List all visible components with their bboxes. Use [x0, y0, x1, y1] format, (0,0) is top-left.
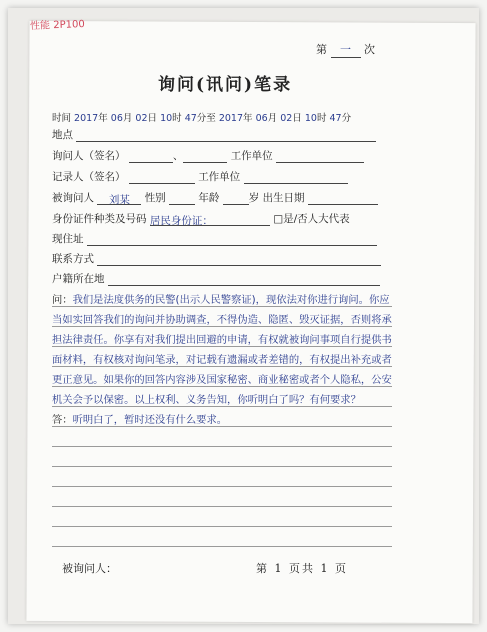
session-suffix: 次 — [364, 43, 375, 56]
start-hour: 10 — [160, 113, 173, 124]
subject-name: 刘某 — [97, 192, 141, 205]
age-unit: 岁 — [248, 192, 260, 204]
id-value: 居民身份证： — [150, 213, 270, 226]
subject-row — [52, 190, 378, 205]
question-text: 我们是法度供务的民警(出示人民警察证)，现依法对你进行询问。你应当如实回答我们的询问并协助调查，不得伪造、隐匿、毁灭证据，否则将承担法律责任。你享有对我们提出回避的申请，有权就被询问事项自行提供书面材料，有权核对询问笔录，对记载有遗漏或者差错的，有权提出补充或者更正意见。如果你的回答内容涉及国家秘密、商业秘密或者个人隐私，公安机关会予以保密。以上权利、义务告知，你听明白了吗？有何要求？ — [52, 294, 392, 406]
end-month: 06 — [255, 113, 268, 124]
recorder-row — [52, 169, 348, 184]
session-prefix: 第 — [316, 43, 327, 56]
npc-label: □是/否人大代表 — [273, 213, 350, 225]
session-number — [316, 41, 375, 58]
work-unit-field — [276, 150, 364, 163]
page-indicator — [256, 560, 348, 576]
qa-body — [52, 290, 392, 430]
time-row — [52, 110, 351, 124]
gender-field — [169, 192, 195, 205]
asker-field-2 — [183, 150, 227, 163]
start-day: 02 — [135, 113, 148, 124]
answer-text: 听明白了，暂时还没有什么要求。 — [72, 414, 228, 426]
contact-field — [97, 253, 381, 266]
ruled-line — [52, 546, 392, 547]
recorder-field — [129, 171, 195, 184]
dob-label: 出生日期 — [262, 192, 305, 204]
corner-handwritten-note: 性能 2P100 — [29, 19, 85, 32]
household-label: 户籍所在地 — [52, 273, 105, 285]
asker-row — [52, 148, 364, 163]
end-year: 2017 — [218, 113, 244, 124]
lbl-hour2: 时 — [316, 113, 327, 124]
place-label: 地点 — [52, 129, 73, 141]
address-row — [52, 231, 377, 246]
place-field — [76, 129, 376, 142]
age-label: 年龄 — [198, 192, 220, 204]
recorder-unit-label: 工作单位 — [198, 171, 241, 183]
question-block — [52, 290, 392, 410]
lbl-min2: 分 — [341, 113, 352, 124]
recorder-label: 记录人（签名） — [52, 171, 126, 183]
asker-label: 询问人（签名） — [52, 150, 126, 162]
document-title: 询问(讯问)笔录 — [158, 75, 293, 95]
age-field — [223, 192, 249, 205]
question-speaker: 问： — [52, 294, 73, 306]
lbl-month1: 月 — [122, 113, 133, 124]
page-prefix: 第 — [256, 562, 269, 575]
address-label: 现住址 — [52, 233, 84, 245]
page-suffix: 页 — [335, 562, 348, 575]
ruled-line — [52, 446, 392, 447]
asker-separator: 、 — [172, 150, 184, 162]
lbl-year1: 年 — [98, 113, 108, 124]
gender-label: 性别 — [144, 192, 166, 204]
asker-field-1 — [129, 150, 173, 163]
household-field — [108, 273, 380, 286]
ruled-line — [52, 466, 392, 467]
lbl-to: 分至 — [196, 113, 216, 124]
time-label: 时间 — [52, 113, 72, 124]
signer-label: 被询问人： — [62, 562, 117, 575]
ruled-line — [52, 486, 392, 487]
lbl-month2: 月 — [267, 113, 278, 124]
start-month: 06 — [110, 113, 123, 124]
id-row — [52, 211, 350, 226]
end-day: 02 — [280, 113, 293, 124]
dob-field — [308, 192, 378, 205]
id-label: 身份证件种类及号码 — [52, 213, 147, 225]
session-value: 一 — [331, 41, 361, 58]
contact-label: 联系方式 — [52, 253, 94, 265]
address-field — [87, 233, 377, 246]
lbl-year2: 年 — [243, 113, 253, 124]
page-total: 1 — [320, 562, 330, 575]
ruled-line — [52, 506, 392, 507]
contact-row — [52, 251, 381, 266]
place-row — [52, 127, 376, 142]
answer-speaker: 答： — [52, 414, 73, 426]
lbl-day1: 日 — [147, 113, 158, 124]
answer-block — [52, 410, 392, 430]
page-mid: 页共 — [289, 562, 315, 575]
work-unit-label: 工作单位 — [230, 150, 273, 162]
household-row — [52, 271, 380, 286]
start-minute: 47 — [184, 113, 197, 124]
recorder-unit-field — [244, 171, 348, 184]
page-current: 1 — [274, 562, 284, 575]
subject-label: 被询问人 — [52, 192, 94, 204]
lbl-hour1: 时 — [172, 113, 182, 124]
end-hour: 10 — [304, 113, 317, 124]
lbl-day2: 日 — [292, 113, 302, 124]
end-minute: 47 — [329, 113, 342, 124]
ruled-line — [52, 526, 392, 527]
start-year: 2017 — [74, 113, 99, 124]
